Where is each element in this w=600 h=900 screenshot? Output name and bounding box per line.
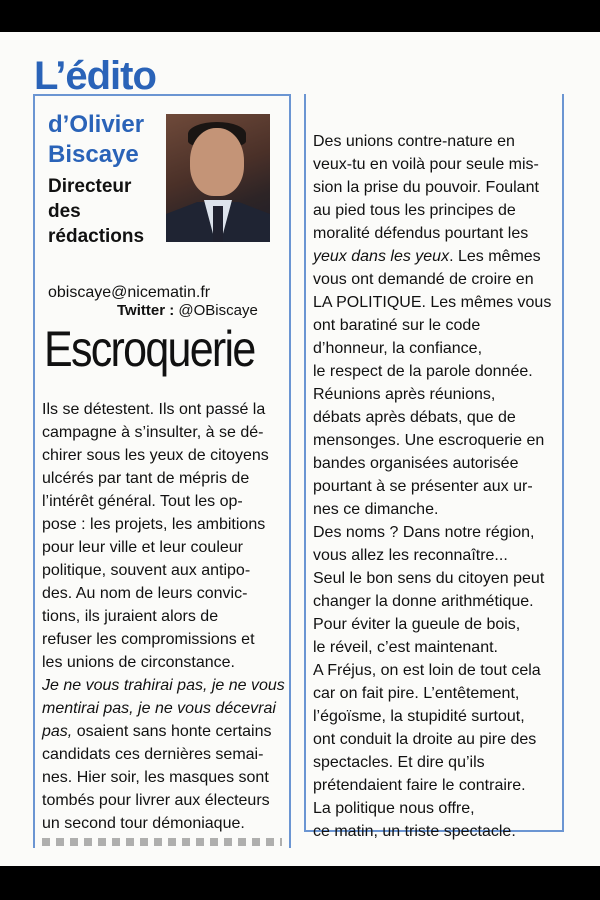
article-text-line: Des unions contre-nature en: [313, 133, 515, 150]
article-text-line: yeux dans les yeux. Les mêmes: [313, 248, 541, 265]
article-text-line: ce matin, un triste spectacle.: [313, 823, 516, 840]
article-text-line: pas, osaient sans honte certains: [42, 723, 272, 740]
article-text-line: vous ont demandé de croire en: [313, 271, 534, 288]
article-text-line: Ils se détestent. Ils ont passé la: [42, 401, 266, 418]
article-text-line: candidats ces dernières semai-: [42, 746, 264, 763]
article-text-line: tions, ils juraient alors de: [42, 608, 219, 625]
article-text-line: A Fréjus, on est loin de tout cela: [313, 662, 541, 679]
author-email: obiscaye@nicematin.fr: [48, 284, 211, 301]
article-headline: Escroquerie: [44, 321, 255, 377]
article-right-column: [313, 130, 559, 843]
article-text-line: sion la prise du pouvoir. Foulant: [313, 179, 539, 196]
article-text-line: un second tour démoniaque.: [42, 815, 245, 832]
article-text-line: les unions de circonstance.: [42, 654, 235, 671]
photo-face: [190, 128, 244, 196]
article-text-line: tombés pour livrer aux électeurs: [42, 792, 270, 809]
article-text-line: Réunions après réunions,: [313, 386, 496, 403]
author-name-line-1: d’Olivier: [48, 111, 145, 138]
article-text-line: nes. Hier soir, les masques sont: [42, 769, 269, 786]
article-text-line: changer la donne arithmétique.: [313, 593, 534, 610]
article-left-column: [42, 398, 286, 835]
article-text-line: le respect de la parole donnée.: [313, 363, 533, 380]
article-text-line: des. Au nom de leurs convic-: [42, 585, 248, 602]
twitter-label: Twitter :: [117, 302, 175, 319]
article-text-line: spectacles. Et dire qu’ils: [313, 754, 485, 771]
article-text-line: mensonges. Une escroquerie en: [313, 432, 545, 449]
author-twitter: [117, 302, 258, 319]
twitter-handle: @OBiscaye: [178, 302, 258, 319]
article-text-line: ont conduit la droite au pire des: [313, 731, 537, 748]
newspaper-page: [0, 32, 600, 866]
author-photo: [166, 114, 270, 242]
author-role-line-2: des: [48, 201, 81, 222]
article-text-line: ulcérés par tant de mépris de: [42, 470, 250, 487]
author-role: [48, 174, 144, 249]
article-text-line: refuser les compromissions et: [42, 631, 255, 648]
article-text-line: prétendaient faire le contraire.: [313, 777, 526, 794]
article-text-line: veux-tu en voilà pour seule mis-: [313, 156, 539, 173]
article-text-line: Seul le bon sens du citoyen peut: [313, 570, 545, 587]
article-text-line: ont baratiné sur le code: [313, 317, 481, 334]
article-text-line: campagne à s’insulter, à se dé-: [42, 424, 264, 441]
article-text-line: au pied tous les principes de: [313, 202, 516, 219]
article-text-line: nes ce dimanche.: [313, 501, 439, 518]
article-text-line: débats après débats, que de: [313, 409, 516, 426]
article-text-line: Je ne vous trahirai pas, je ne vous: [42, 677, 285, 694]
article-text-line: bandes organisées autorisée: [313, 455, 519, 472]
article-text-line: pose : les projets, les ambitions: [42, 516, 266, 533]
article-text-line: d’honneur, la confiance,: [313, 340, 483, 357]
author-role-line-3: rédactions: [48, 226, 145, 247]
article-text-line: pour leur ville et leur couleur: [42, 539, 243, 556]
article-text-line: vous allez les reconnaître...: [313, 547, 508, 564]
article-text-line: LA POLITIQUE. Les mêmes vous: [313, 294, 552, 311]
article-text-line: Pour éviter la gueule de bois,: [313, 616, 521, 633]
article-text-line: l’égoïsme, la stupidité surtout,: [313, 708, 525, 725]
cut-off-text-line: [42, 838, 282, 846]
photo-tie: [213, 206, 223, 242]
article-text-line: pourtant à se présenter aux ur-: [313, 478, 533, 495]
article-text-line: La politique nous offre,: [313, 800, 475, 817]
article-text-line: l’intérêt général. Tout les op-: [42, 493, 243, 510]
author-role-line-1: Directeur: [48, 176, 132, 197]
article-text-line: Des noms ? Dans notre région,: [313, 524, 535, 541]
article-text-line: le réveil, c’est maintenant.: [313, 639, 498, 656]
article-text-line: car on fait pire. L’entêtement,: [313, 685, 520, 702]
author-name-line-2: Biscaye: [48, 141, 139, 168]
article-text-line: chirer sous les yeux de citoyens: [42, 447, 269, 464]
article-text-line: moralité défendus pourtant les: [313, 225, 529, 242]
section-title: L’édito: [34, 54, 156, 98]
article-text-line: mentirai pas, je ne vous décevrai: [42, 700, 276, 717]
article-text-line: politique, souvent aux antipo-: [42, 562, 251, 579]
author-name: [48, 110, 144, 170]
